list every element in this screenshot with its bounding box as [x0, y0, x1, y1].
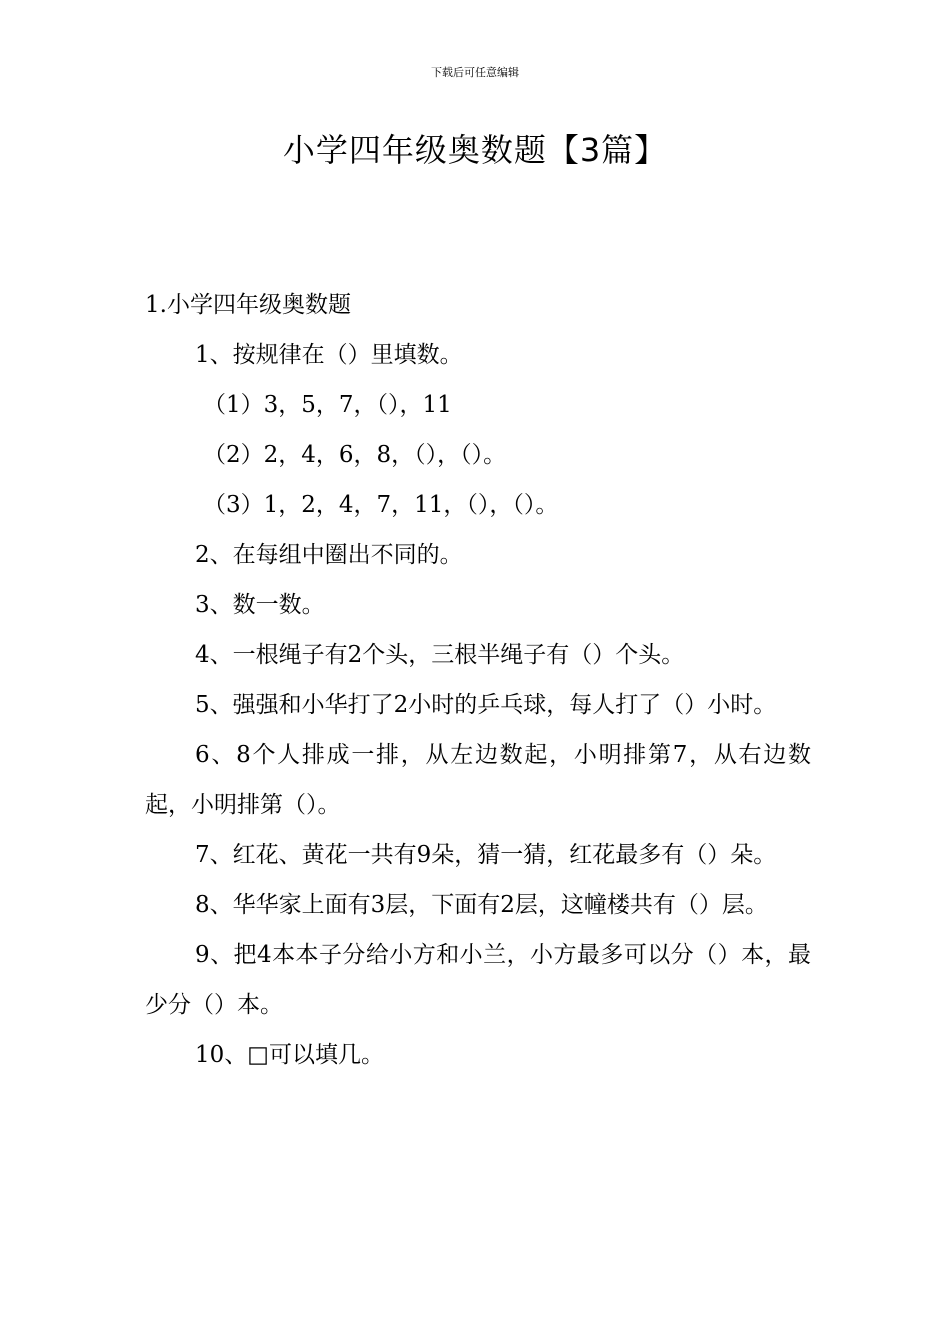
document-title: 小学四年级奥数题【3篇】	[282, 131, 668, 169]
question-1-part-3: （3）1，2，4，7，11，（），（）。	[203, 492, 559, 518]
question-4: 4、一根绳子有2个头，三根半绳子有（）个头。	[195, 642, 685, 668]
question-7: 7、红花、黄花一共有9朵，猜一猜，红花最多有（）朵。	[195, 842, 777, 868]
question-6: 6、8个人排成一排，从左边数起，小明排第7，从右边数起，小明排第（）。	[145, 742, 811, 818]
question-5: 5、强强和小华打了2小时的乒乓球，每人打了（）小时。	[195, 692, 777, 718]
question-1-part-2: （2）2，4，6，8，（），（）。	[203, 442, 507, 468]
section-heading: 1.小学四年级奥数题	[145, 292, 351, 318]
question-10: 10、□可以填几。	[195, 1042, 384, 1068]
question-2: 2、在每组中圈出不同的。	[195, 542, 463, 568]
question-1: 1、按规律在（）里填数。	[195, 342, 463, 368]
question-1-part-1: （1）3，5，7，（），11	[203, 392, 452, 418]
document-body	[145, 280, 811, 1080]
page-header-note: 下载后可任意编辑	[431, 66, 519, 79]
question-8: 8、华华家上面有3层，下面有2层，这幢楼共有（）层。	[195, 892, 768, 918]
question-9: 9、把4本本子分给小方和小兰，小方最多可以分（）本，最少分（）本。	[145, 942, 811, 1018]
question-3: 3、数一数。	[195, 592, 325, 618]
